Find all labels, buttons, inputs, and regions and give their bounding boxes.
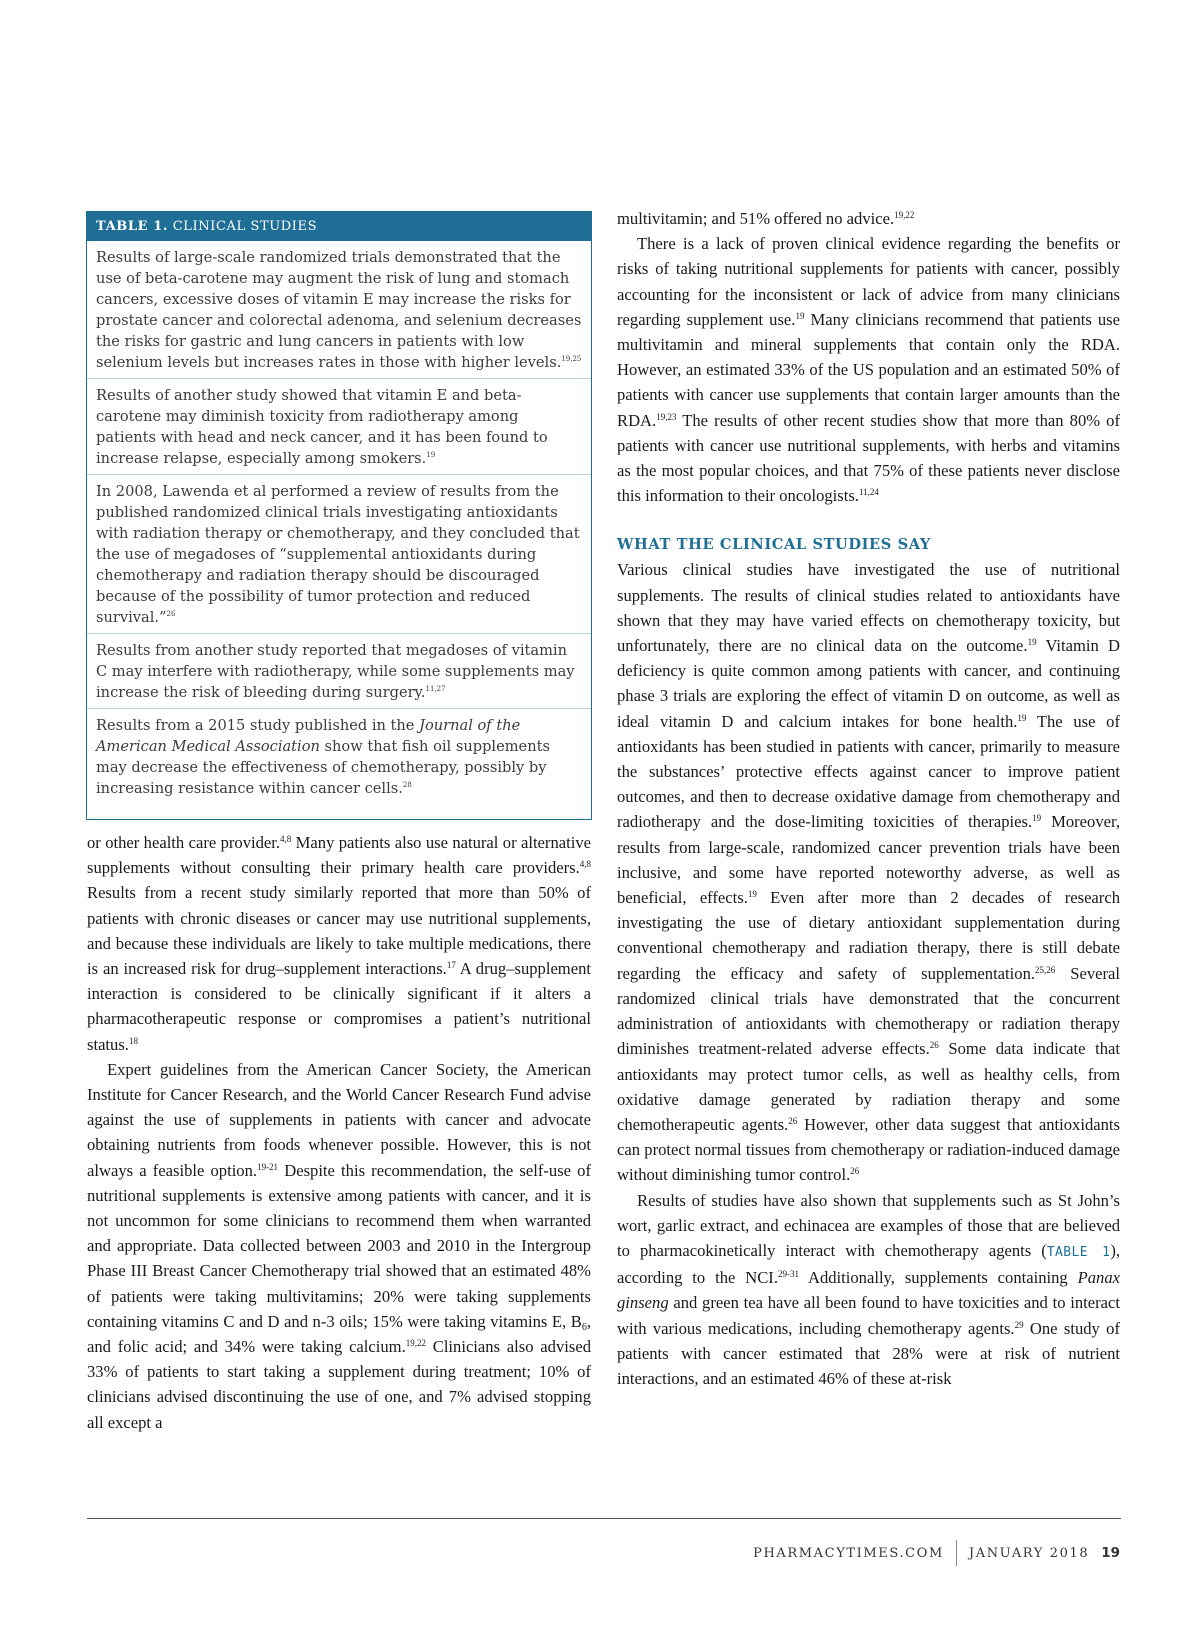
- footer-date: JANUARY 2018: [968, 1545, 1090, 1561]
- page-footer: [753, 1540, 1120, 1566]
- footer-separator: [956, 1540, 957, 1566]
- paragraph: There is a lack of proven clinical evidence regarding the benefits or risks of taking nutritional supplements for patients with cancer, possibly accounting for the inconsistent or lack of advice from many clinicians regarding supplement use.$^{19}$ Many clinicians recommend that patients use multivitamin and mineral supplements that contain only the RDA. However, an estimated 33% of the US population and an estimated 50% of patients with cancer use supplements that contain larger amounts than the RDA.$^{19,23}$ The results of other recent studies show that more than 80% of patients with cancer use nutritional supplements, with herbs and vitamins as the most popular choices, and that 75% of these patients never disclose this information to their oncologists.$^{11,24}$: [617, 234, 1120, 506]
- clinical-studies-table: [86, 211, 592, 820]
- citation: 19: [426, 451, 436, 459]
- table-title-number: TABLE 1.: [96, 219, 168, 234]
- page-number: 19: [1101, 1545, 1120, 1561]
- table-1-reference-link[interactable]: TABLE 1: [1046, 1244, 1111, 1260]
- citation: 19,25: [561, 355, 582, 363]
- section-heading: WHAT THE CLINICAL STUDIES SAY: [617, 536, 931, 554]
- table-title-text: CLINICAL STUDIES: [167, 219, 318, 234]
- citation: 28: [402, 781, 412, 789]
- citation: 26: [166, 610, 176, 618]
- paragraph: Various clinical studies have investigated the use of nutritional supplements. The results of clinical studies related to antioxidants have shown that they may have varied effects on chemotherapy toxicity, but unfortunately, there are no clinical data on the outcome.$^{19}$ Vitamin D deficiency is quite common among patients with cancer, and continuing phase 3 trials are exploring the effect of vitamin D on outcome, as well as ideal vitamin D and calcium intakes for bone health.$^{19}$ The use of antioxidants has been studied in patients with cancer, primarily to measure the substances’ protective effects against cancer to improve patient outcomes, and then to decrease oxidative damage from chemotherapy and radiotherapy and the dose-limiting toxicities of therapies.$^{19}$ Moreover, results from large-scale, randomized cancer prevention trials have been inclusive, and some have reported noteworthy adverse, as well as beneficial, effects.$^{19}$ Even after more than 2 decades of research investigating the use of dietary antioxidant supplementation during conventional chemotherapy and radiation therapy, there is still debate regarding the efficacy and safety of supplementation.$^{25,26}$ Several randomized clinical trials have demonstrated that the concurrent administration of antioxidants with chemotherapy or radiation therapy diminishes treatment-related adverse effects.$^{26}$ Some data indicate that antioxidants may protect tumor cells, as well as healthy cells, from oxidative damage generated by radiation therapy and some chemotherapeutic agents.$^{26}$ However, other data suggest that antioxidants can protect normal tissues from chemotherapy or radiation-induced damage without diminishing tumor control.$^{26}$: [617, 560, 1120, 1185]
- table-row: Results from a 2015 study published in the Journal of the American Medical Association show that fish oil supplements may decrease the effectiveness of chemotherapy, possibly by increasing resistance within cancer cells.$^{28}$: [96, 717, 550, 797]
- journal-name: Journal of the American Medical Association: [96, 717, 521, 755]
- right-column-text: [617, 206, 1120, 1391]
- left-column-text: [87, 830, 591, 1435]
- footer-divider: [87, 1518, 1121, 1519]
- footer-site: PHARMACYTIMES.COM: [753, 1545, 944, 1561]
- paragraph: or other health care provider.$^{4,8}$ Many patients also use natural or alternative supplements without consulting their primary health care providers.$^{4,8}$ Results from a recent study similarly reported that more than 50% of patients with chronic diseases or cancer may use nutritional supplements, and because these individuals are likely to take multiple medications, there is an increased risk for drug–supplement interactions.$^{17}$ A drug–supplement interaction is considered to be clinically significant if it alters a pharmacotherapeutic response or compromises a patient’s nutritional status.$^{18}$: [87, 833, 591, 1054]
- citation: 11,27: [425, 685, 446, 693]
- paragraph: Expert guidelines from the American Cancer Society, the American Institute for Cancer Research, and the World Cancer Research Fund advise against the use of supplements in patients with cancer and advocate obtaining nutrients from foods whenever possible. However, this is not always a feasible option.$^{19-21}$ Despite this recommendation, the self-use of nutritional supplements is extensive among patients with cancer, and it is not uncommon for some clinicians to recommend them when warranted and appropriate. Data collected between 2003 and 2010 in the Intergroup Phase III Breast Cancer Chemotherapy trial showed that an estimated 48% of patients were taking multivitamins; 20% were taking supplements containing vitamins C and D and n-3 oils; 15% were taking vitamins E, $B_6$, and folic acid; and 34% were taking calcium.$^{19,22}$ Clinicians also advised 33% of patients to start taking a supplement during treatment; 10% of clinicians advised discontinuing the use of one, and 7% advised stopping all except a: [87, 1059, 591, 1432]
- paragraph: Results of studies have also shown that supplements such as St John’s wort, garlic extract, and echinacea are examples of those that are believed to pharmacokinetically interact with chemotherapy agents (TABLE 1), according to the NCI.$^{29-31}$ Additionally, supplements containing Panax ginseng and green tea have all been found to have toxicities and to interact with various medications, including chemotherapy agents.$^{29}$ One study of patients with cancer estimated that 28% were at risk of nutrient interactions, and an estimated 46% of these at-risk: [617, 1190, 1121, 1388]
- paragraph: multivitamin; and 51% offered no advice.$^{19,22}$: [617, 209, 915, 228]
- table-row: Results from another study reported that megadoses of vitamin C may interfere with radiotherapy, while some supplements may increase the risk of bleeding during surgery.$^{11,27}$: [87, 634, 591, 709]
- table-row: Results of large-scale randomized trials demonstrated that the use of beta-carotene may augment the risk of lung and stomach cancers, excessive doses of vitamin E may increase the risks for prostate cancer and colorectal adenoma, and selenium decreases the risks for gastric and lung cancers in patients with low selenium levels but increases rates in those with higher levels.$^{19,25}$: [87, 241, 591, 379]
- table-header: [87, 212, 591, 241]
- table-row: In 2008, Lawenda et al performed a review of results from the published randomized clinical trials investigating antioxidants with radiation therapy or chemotherapy, and they concluded that the use of megadoses of “supplemental antioxidants during chemotherapy and radiation therapy should be discouraged because of the possibility of tumor protection and reduced survival.”$^{26}$: [87, 475, 591, 634]
- table-row: Results of another study showed that vitamin E and beta-carotene may diminish toxicity from radiotherapy among patients with head and neck cancer, and it has been found to increase relapse, especially among smokers.$^{19}$: [87, 379, 591, 475]
